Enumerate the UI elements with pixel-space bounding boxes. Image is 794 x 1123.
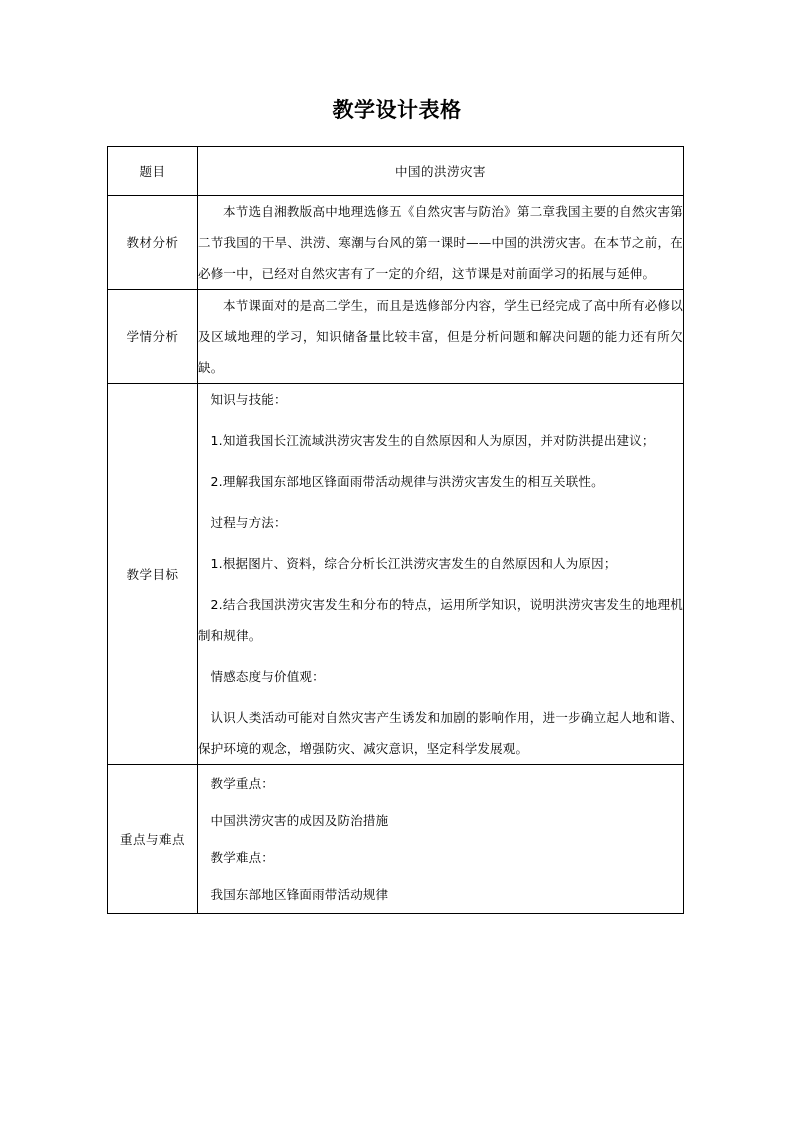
spacer (198, 579, 683, 589)
table-row (108, 384, 684, 765)
table-row (108, 196, 684, 290)
row-value-material-analysis (198, 196, 684, 290)
goal-heading: 过程与方法： (210, 515, 287, 530)
spacer (198, 651, 683, 661)
spacer (198, 415, 683, 425)
points-heading: 教学难点： (210, 850, 275, 865)
page-title: 教学设计表格 (332, 98, 462, 122)
points-heading: 教学重点： (210, 776, 275, 791)
lesson-design-table (107, 146, 684, 914)
row-value-topic: 中国的洪涝灾害 (198, 147, 684, 196)
table-row (108, 765, 684, 914)
points-text: 我国东部地区锋面雨带活动规律 (210, 887, 389, 902)
spacer (198, 538, 683, 548)
goal-item: 1.知道我国长江流域洪涝灾害发生的自然原因和人为原因，并对防洪提出建议； (210, 433, 655, 448)
spacer (198, 456, 683, 466)
row-label-material-analysis: 教材分析 (108, 196, 198, 290)
points-text: 中国洪涝灾害的成因及防治措施 (210, 813, 389, 828)
row-label-key-difficult-points: 重点与难点 (108, 765, 198, 914)
goal-item: 1.根据图片、资料，综合分析长江洪涝灾害发生的自然原因和人为原因； (210, 556, 617, 571)
goal-heading: 知识与技能： (210, 392, 287, 407)
row-label-teaching-goals: 教学目标 (108, 384, 198, 765)
goal-item: 2.结合我国洪涝灾害发生和分布的特点，运用所学知识，说明洪涝灾害发生的地理机制和规律。 (198, 597, 683, 643)
goal-item: 认识人类活动可能对自然灾害产生诱发和加剧的影响作用，进一步确立起人地和谐、保护环境的观念，增强防灾、减灾意识，坚定科学发展观。 (198, 710, 683, 756)
row-value-teaching-goals (198, 384, 684, 765)
table-row (108, 290, 684, 384)
row-value-key-difficult-points (198, 765, 684, 914)
row-label-student-analysis: 学情分析 (108, 290, 198, 384)
paragraph: 本节课面对的是高二学生，而且是选修部分内容，学生已经完成了高中所有必修以及区域地理的学习，知识储备量比较丰富，但是分析问题和解决问题的能力还有所欠缺。 (198, 298, 683, 375)
spacer (198, 692, 683, 702)
row-value-student-analysis (198, 290, 684, 384)
spacer (198, 497, 683, 507)
goal-item: 2.理解我国东部地区锋面雨带活动规律与洪涝灾害发生的相互关联性。 (210, 474, 604, 489)
table-row (108, 147, 684, 196)
goal-heading: 情感态度与价值观： (210, 669, 325, 684)
row-label-topic: 题目 (108, 147, 198, 196)
paragraph: 本节选自湘教版高中地理选修五《自然灾害与防治》第二章我国主要的自然灾害第二节我国的干旱、洪涝、寒潮与台风的第一课时——中国的洪涝灾害。在本节之前，在必修一中，已经对自然灾害有了一定的介绍，这节课是对前面学习的拓展与延伸。 (198, 204, 683, 281)
